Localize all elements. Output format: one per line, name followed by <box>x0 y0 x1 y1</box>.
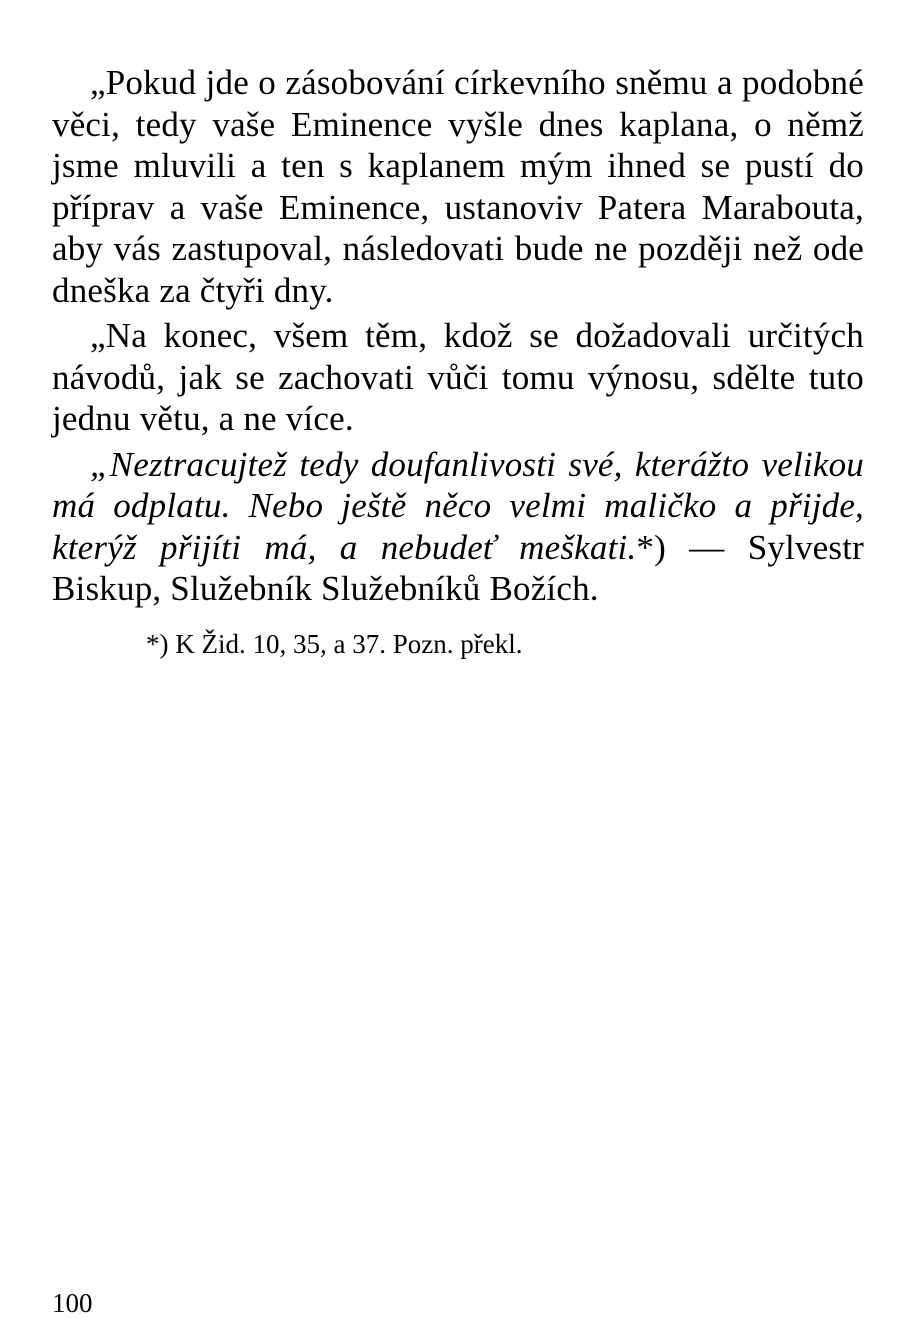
quote-paragraph <box>52 444 864 610</box>
signature: Sylvestr Biskup, Služebník Služebníků Božích. <box>52 527 865 608</box>
em-dash: — <box>689 527 725 567</box>
page-number: 100 <box>52 1288 93 1318</box>
footnote: *) K Žid. 10, 35, a 37. Pozn. překl. <box>146 628 523 659</box>
document-page <box>52 62 864 660</box>
scripture-quote: „Neztracujtež tedy doufanlivosti své, kterážto velikou má odplatu. Nebo ještě něco velmi maličko a přijde, kterýž přijíti má, a nebudeť meškati. <box>52 444 864 567</box>
paragraph-1: „Pokud jde o zásobování církevního sněmu a podobné věci, tedy vaše Eminence vyšle dnes kaplana, o němž jsme mluvili a ten s kaplanem mým ihned se pustí do příprav a vaše Eminence, ustanoviv Patera Marabouta, aby vás zastupoval, následovati bude ne později než ode dneška za čtyři dny. <box>52 63 864 310</box>
footnote-marker: *) <box>636 527 666 567</box>
paragraph-2: „Na konec, všem těm, kdož se dožadovali určitých návodů, jak se zachovati vůči tomu výnosu, sdělte tuto jednu větu, a ne více. <box>52 316 864 438</box>
